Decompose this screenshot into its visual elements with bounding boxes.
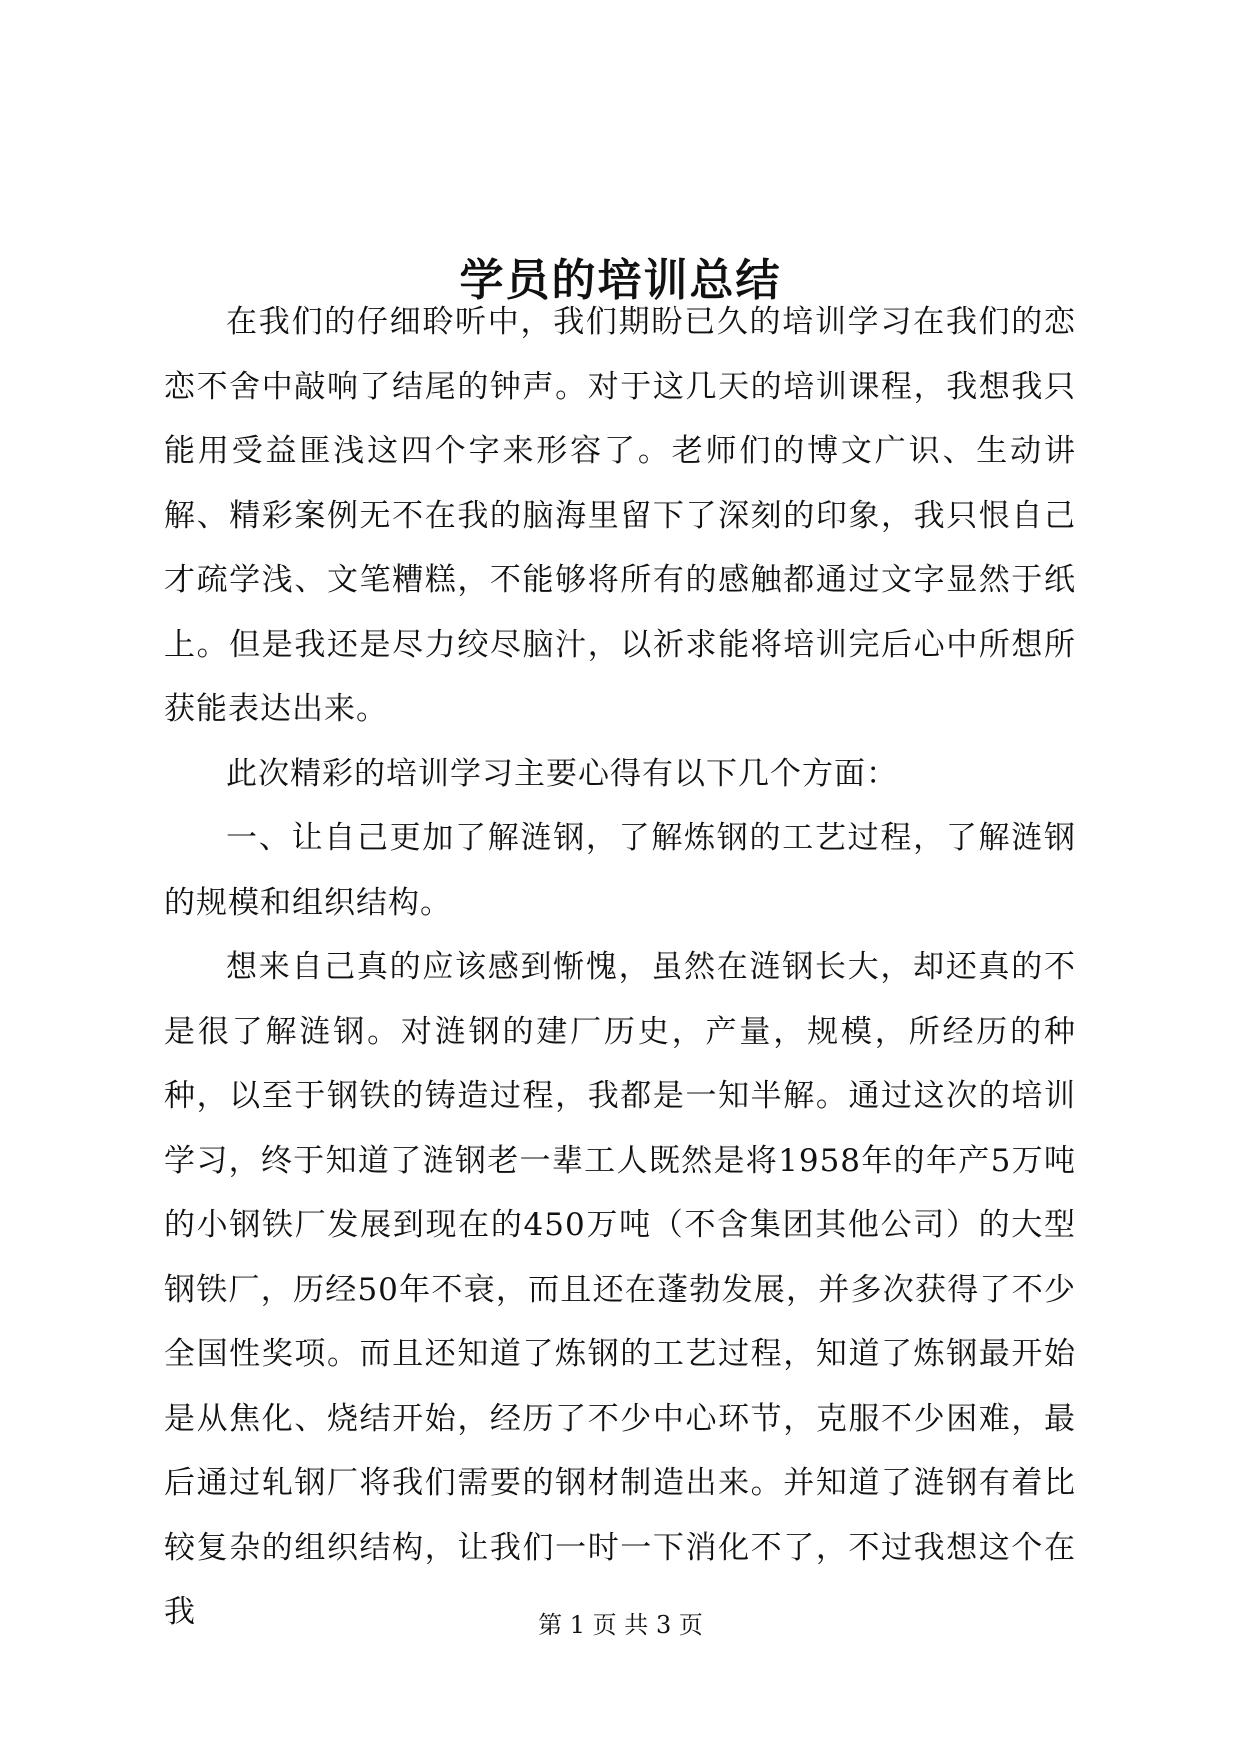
page-number-footer: 第 1 页 共 3 页 [538,1611,703,1639]
document-body [164,290,1076,1645]
document-title: 学员的培训总结 [459,255,782,307]
paragraph-point-one: 一、让自己更加了解涟钢，了解炼钢的工艺过程，了解涟钢的规模和组织结构。 [164,820,1076,921]
paragraph-intro: 在我们的仔细聆听中，我们期盼已久的培训学习在我们的恋恋不舍中敲响了结尾的钟声。对于这几天的培训课程，我想我只能用受益匪浅这四个字来形容了。老师们的博文广识、生动讲解、精彩案例无不在我的脑海里留下了深刻的印象，我只恨自己才疏学浅、文笔糟糕，不能够将所有的感触都通过文字显然于纸上。但是我还是尽力绞尽脑汁，以祈求能将培训完后心中所想所获能表达出来。 [164,304,1076,727]
paragraph-overview: 此次精彩的培训学习主要心得有以下几个方面： [226,755,898,792]
paragraph-reflection: 想来自己真的应该感到惭愧，虽然在涟钢长大，却还真的不是很了解涟钢。对涟钢的建厂历史，产量，规模，所经历的种种，以至于钢铁的铸造过程，我都是一知半解。通过这次的培训学习，终于知道了涟钢老一辈工人既然是将1958年的年产5万吨的小钢铁厂发展到现在的450万吨（不含集团其他公司）的大型钢铁厂，历经50年不衰，而且还在蓬勃发展，并多次获得了不少全国性奖项。而且还知道了炼钢的工艺过程，知道了炼钢最开始是从焦化、烧结开始，经历了不少中心环节，克服不少困难，最后通过轧钢厂将我们需要的钢材制造出来。并知道了涟钢有着比较复杂的组织结构，让我们一时一下消化不了，不过我想这个在我 [164,949,1076,1630]
